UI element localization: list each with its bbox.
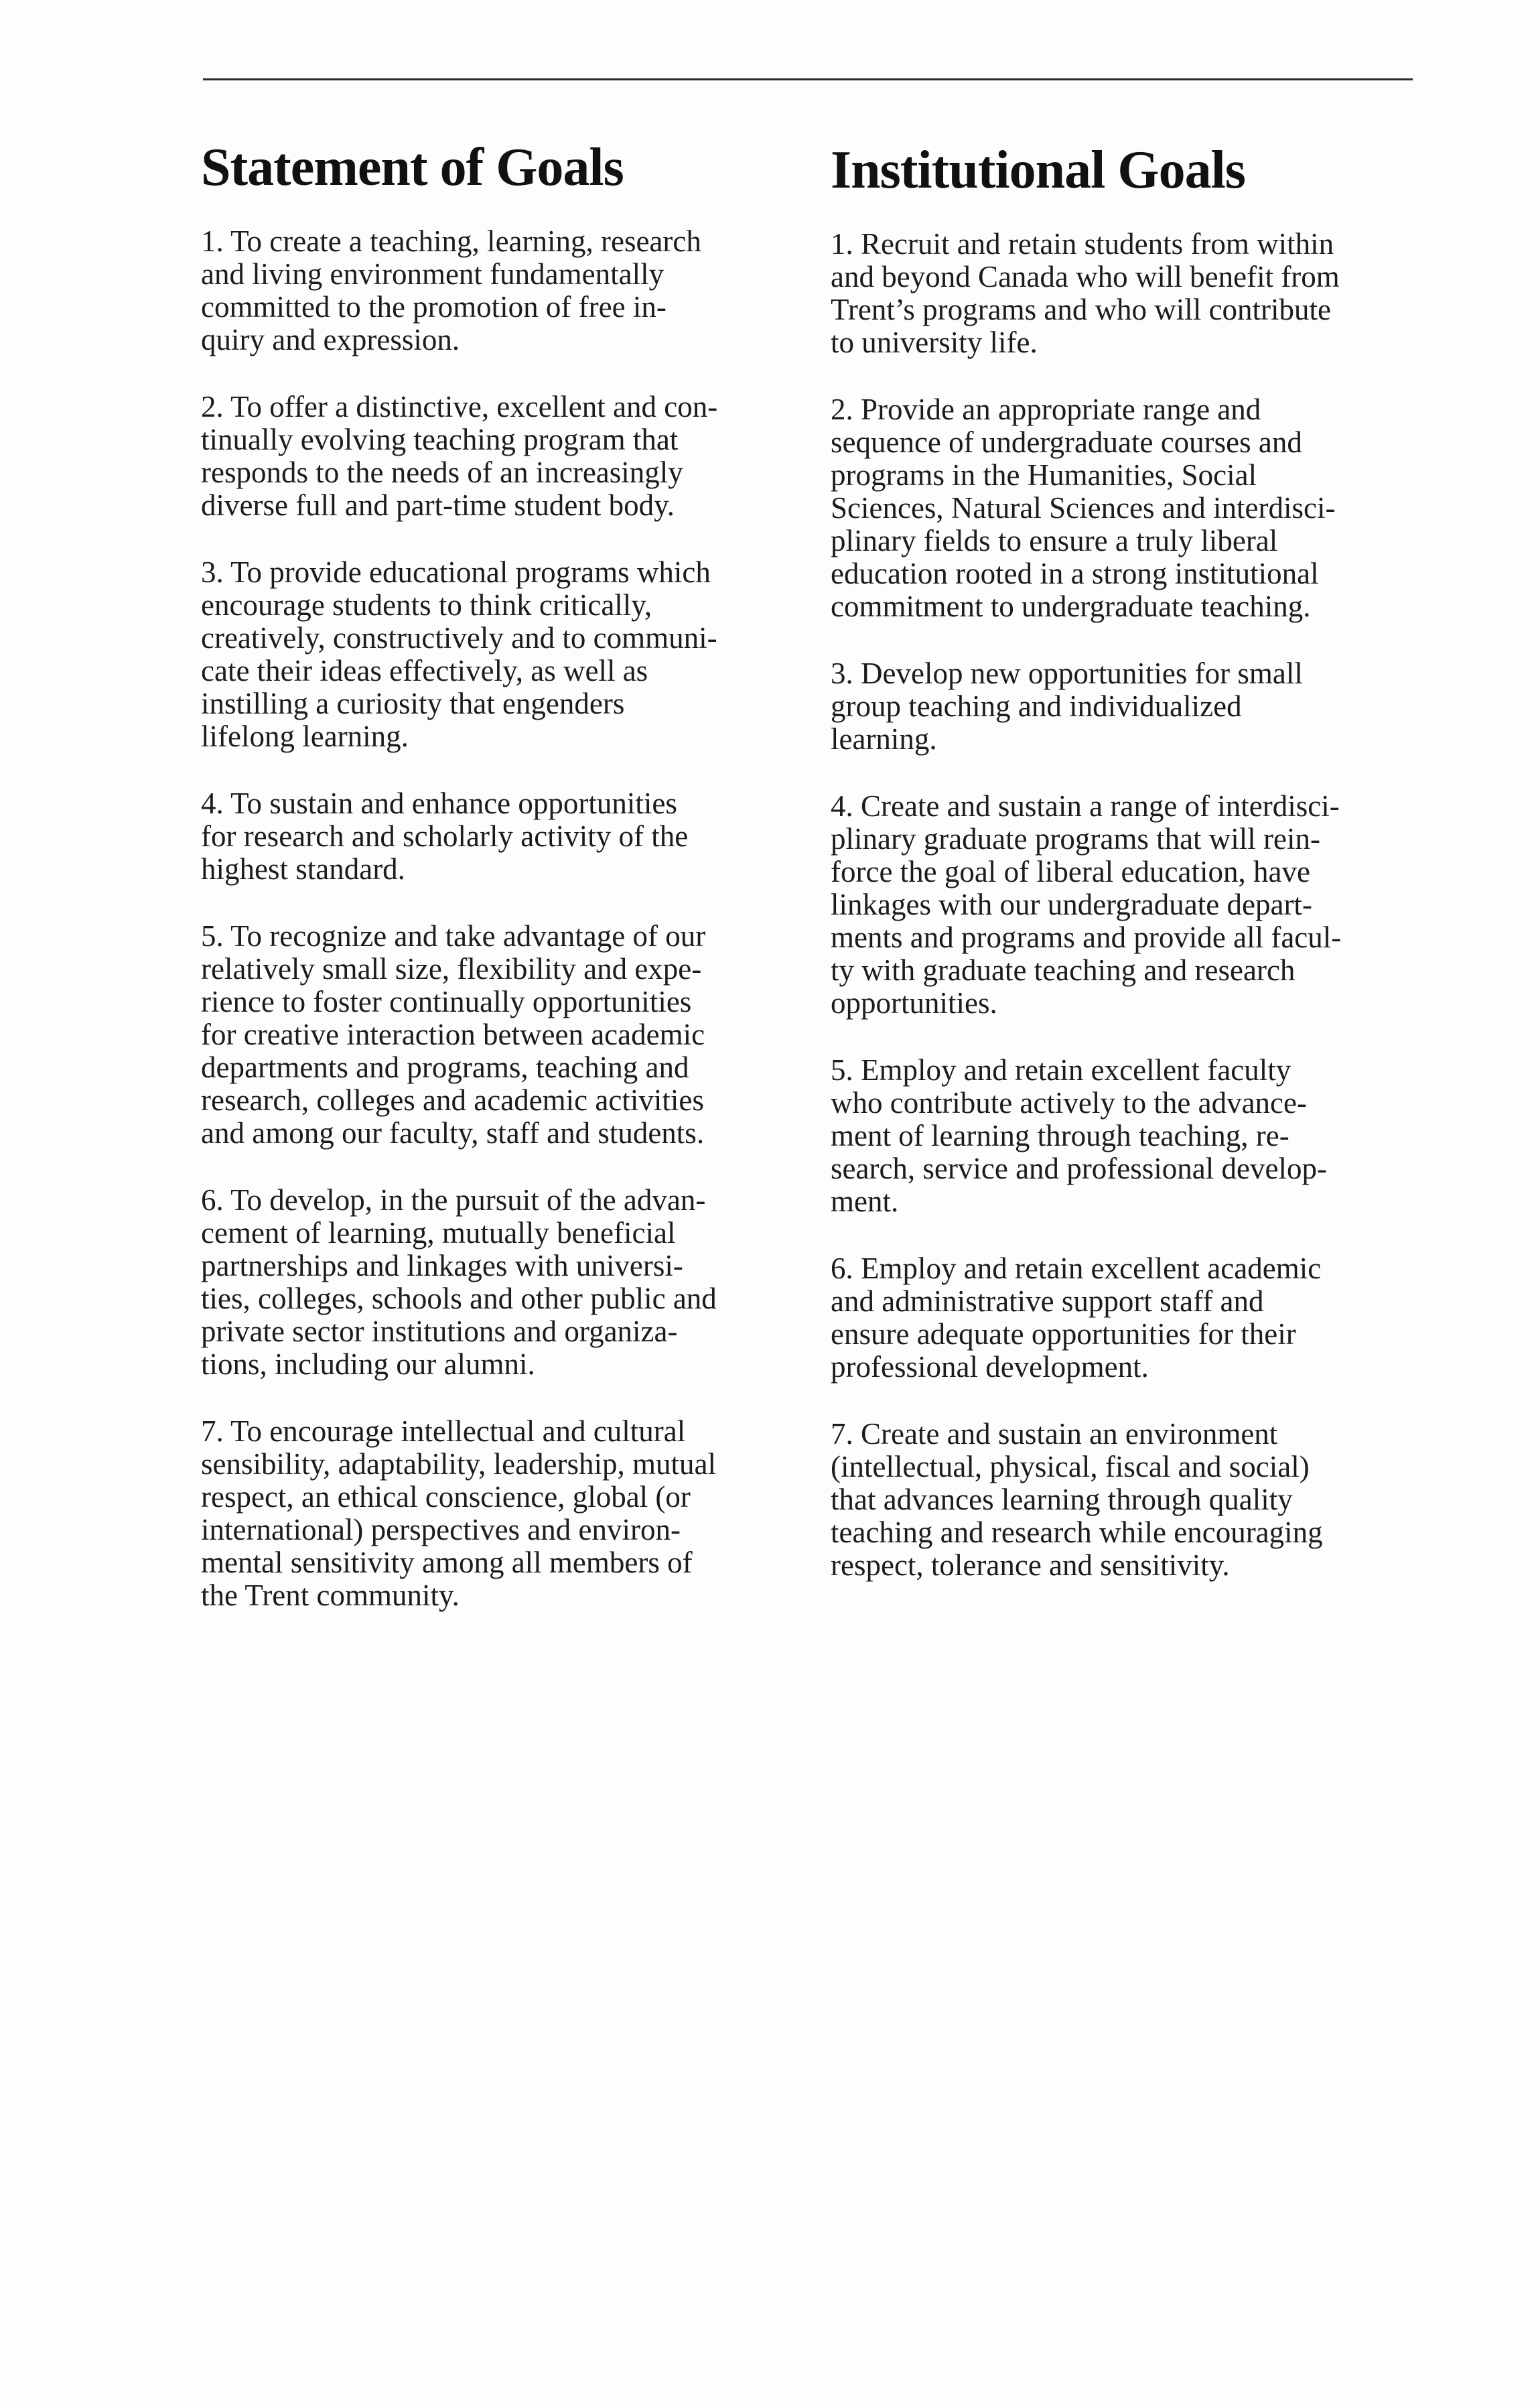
goal-text-line: creatively, constructively and to communi-: [201, 621, 717, 655]
goal-text-line: respect, tolerance and sensitivity.: [831, 1548, 1230, 1582]
goal-item: [201, 1415, 790, 1612]
statement-of-goals-heading: Statement of Goals: [201, 138, 624, 197]
goal-text-line: ment.: [831, 1185, 899, 1218]
goal-item: [831, 1418, 1420, 1582]
goal-text-line: 4. To sustain and enhance opportunities: [201, 787, 677, 820]
goal-text-line: and beyond Canada who will benefit from: [831, 260, 1340, 293]
goal-text-line: for creative interaction between academic: [201, 1018, 705, 1051]
goal-text-line: rience to foster continually opportunities: [201, 985, 692, 1018]
goal-text-line: ments and programs and provide all facul-: [831, 921, 1342, 954]
goal-text-line: cement of learning, mutually beneficial: [201, 1216, 676, 1250]
goal-text-line: and among our faculty, staff and students.: [201, 1116, 705, 1150]
goal-text-line: 7. Create and sustain an environment: [831, 1417, 1278, 1451]
goal-text-line: 2. Provide an appropriate range and: [831, 393, 1261, 426]
goal-text-line: (intellectual, physical, fiscal and social): [831, 1450, 1310, 1483]
goal-text-line: sensibility, adaptability, leadership, mutual: [201, 1447, 716, 1481]
goal-text-line: learning.: [831, 722, 937, 756]
goal-text-line: group teaching and individualized: [831, 689, 1242, 723]
goal-text-line: Sciences, Natural Sciences and interdisci-: [831, 491, 1336, 525]
institutional-goals-column: [831, 134, 1420, 1616]
goal-text-line: and administrative support staff and: [831, 1284, 1264, 1318]
top-divider: [203, 78, 1413, 80]
goal-text-line: search, service and professional develop-: [831, 1152, 1327, 1185]
goal-text-line: 2. To offer a distinctive, excellent and con-: [201, 390, 718, 423]
goal-text-line: diverse full and part-time student body.: [201, 488, 675, 522]
goal-text-line: 6. Employ and retain excellent academic: [831, 1252, 1322, 1285]
goal-text-line: 6. To develop, in the pursuit of the advan-: [201, 1183, 706, 1217]
goal-text-line: sequence of undergraduate courses and: [831, 425, 1302, 459]
goal-item: [831, 657, 1420, 756]
goal-text-line: quiry and expression.: [201, 323, 460, 356]
goal-text-line: 3. Develop new opportunities for small: [831, 657, 1303, 690]
goal-text-line: encourage students to think critically,: [201, 588, 652, 622]
goal-text-line: that advances learning through quality: [831, 1483, 1293, 1516]
goal-item: [201, 920, 790, 1150]
goal-text-line: who contribute actively to the advance-: [831, 1086, 1307, 1120]
goal-item: [201, 225, 790, 356]
goal-text-line: for research and scholarly activity of the: [201, 819, 689, 853]
goal-item: [831, 393, 1420, 623]
goal-text-line: international) perspectives and environ-: [201, 1513, 681, 1546]
goal-text-line: plinary graduate programs that will rein-: [831, 822, 1321, 856]
goal-text-line: professional development.: [831, 1350, 1149, 1384]
goal-text-line: to university life.: [831, 326, 1038, 359]
goal-text-line: teaching and research while encouraging: [831, 1516, 1323, 1549]
goal-text-line: 5. To recognize and take advantage of our: [201, 919, 706, 953]
goal-item: [831, 1054, 1420, 1218]
goal-text-line: ment of learning through teaching, re-: [831, 1119, 1289, 1152]
statement-of-goals-column: [201, 134, 790, 1646]
goal-text-line: 1. To create a teaching, learning, research: [201, 224, 701, 258]
goal-text-line: and living environment fundamentally: [201, 257, 664, 291]
goal-text-line: commitment to undergraduate teaching.: [831, 590, 1311, 623]
goal-text-line: the Trent community.: [201, 1579, 460, 1612]
goal-text-line: 3. To provide educational programs which: [201, 555, 711, 589]
goal-text-line: 5. Employ and retain excellent faculty: [831, 1053, 1291, 1087]
goal-text-line: departments and programs, teaching and: [201, 1051, 689, 1084]
goal-item: [201, 787, 790, 886]
goal-text-line: 7. To encourage intellectual and cultural: [201, 1414, 686, 1448]
goal-text-line: cate their ideas effectively, as well as: [201, 654, 648, 687]
institutional-goals-list: [831, 228, 1420, 1582]
goal-text-line: mental sensitivity among all members of: [201, 1546, 693, 1579]
goal-text-line: respect, an ethical conscience, global (or: [201, 1480, 691, 1514]
goal-text-line: responds to the needs of an increasingly: [201, 456, 683, 489]
goal-text-line: 1. Recruit and retain students from within: [831, 227, 1334, 261]
goal-item: [201, 1184, 790, 1381]
statement-goals-list: [201, 225, 790, 1612]
goal-text-line: opportunities.: [831, 986, 997, 1020]
goal-text-line: relatively small size, flexibility and expe-: [201, 952, 702, 986]
goal-text-line: private sector institutions and organiza-: [201, 1315, 678, 1348]
goal-text-line: ty with graduate teaching and research: [831, 953, 1296, 987]
goal-item: [831, 1252, 1420, 1384]
goal-text-line: Trent’s programs and who will contribute: [831, 293, 1332, 326]
goal-item: [201, 391, 790, 522]
goal-text-line: highest standard.: [201, 852, 405, 886]
goal-text-line: 4. Create and sustain a range of interdisci-: [831, 789, 1340, 823]
goal-text-line: ties, colleges, schools and other public and: [201, 1282, 717, 1315]
goal-item: [201, 556, 790, 753]
goal-text-line: plinary fields to ensure a truly liberal: [831, 524, 1278, 557]
goal-item: [831, 790, 1420, 1020]
goal-text-line: tinually evolving teaching program that: [201, 423, 679, 456]
goal-text-line: programs in the Humanities, Social: [831, 458, 1257, 492]
goal-text-line: instilling a curiosity that engenders: [201, 687, 625, 720]
goal-text-line: partnerships and linkages with universi-: [201, 1249, 683, 1282]
goal-text-line: research, colleges and academic activities: [201, 1083, 704, 1117]
goal-text-line: committed to the promotion of free in-: [201, 290, 667, 324]
goal-text-line: tions, including our alumni.: [201, 1347, 535, 1381]
goal-text-line: linkages with our undergraduate depart-: [831, 888, 1312, 921]
goal-item: [831, 228, 1420, 359]
institutional-goals-heading: Institutional Goals: [831, 141, 1245, 200]
goal-text-line: education rooted in a strong institutional: [831, 557, 1319, 590]
goal-text-line: ensure adequate opportunities for their: [831, 1317, 1296, 1351]
goal-text-line: lifelong learning.: [201, 720, 409, 753]
goal-text-line: force the goal of liberal education, have: [831, 855, 1310, 888]
